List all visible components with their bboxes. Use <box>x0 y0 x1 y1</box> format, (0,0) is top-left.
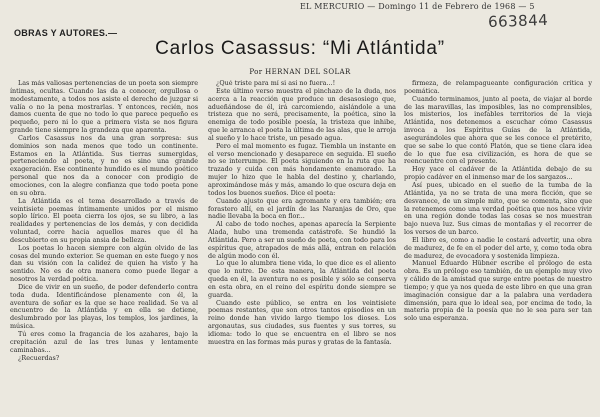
article-paragraph: Manuel Eduardo Hübner escribe el prólogo de esta obra. Es un prólogo eso también, de un ejemplo muy vivo y cálido de la amistad que surge entre poetas de nuestro tiempo; y que ya nos queda de este libro en que una gran imaginación consigue dar a la palabra una verdadera dimensión, para que lo ideal sea, por encima de todo, la materia propia de la poesía que no le sea para ser tan solo una esperanza. <box>404 259 592 323</box>
article-paragraph: La Atlántida es el tema desarrollado a través de veintisiete poemas íntimamente unidos por el mismo soplo lírico. El poeta cierra los ojos, se su libro, a las realidades y pertenencias de los demás, y con decidida voluntad, corre hacia aquellos mares que él ha descubierto en su propia ansia de belleza. <box>10 196 198 244</box>
article-paragraph: ¿Recuerdas? <box>18 353 60 362</box>
article-title: Carlos Casassus: “Mi Atlántida” <box>155 38 445 59</box>
article-paragraph: Este último verso muestra el pinchazo de la duda, nos acerca a la reacción que produce un desasosiego que, adueñándose de él, irá carcomiendo, aislándole a una tristeza que no será, precisamente, la poética, sino la enemiga de todo posible poesía, la tristeza que inhibe, que le arranca el poeta la última de las alas, que le arroja al sueño y lo hace triste, un pesado agua. <box>208 86 396 142</box>
article-paragraph: Cuando terminamos, junto al poeta, de viajar al borde de las maravillas, las imposibles, las no comprensibles, los misterios, los inefables territorios de la vieja Atlántida, nos detenemos a escuchar cómo Casassus invoca a los Espíritus Guías de la Atlántida, asegurándoles que ahora que se les conoce el pretérito, que se sabe lo que contó Platón, que se tiene clara idea de lo que fue esa civilización, es hora de que se reencuentre con el presente. <box>404 94 592 166</box>
article-paragraph: Tú eres como la fragancia de los azahares, bajo la crepitación azul de las tres lunas y lentamente caminabas... <box>10 330 198 354</box>
article-paragraph: Al cabo de todo noches, apenas aparecía la Serpiente Alada, hubo una tremenda catástrofe. Se hundió la Atlántida. Pero a ser un sueño de poeta, con todo para los espíritus que, atrapados de más allá, entran en relación de algún modo con él. <box>208 220 396 260</box>
article-paragraph: Hoy yace el cadáver de la Atlántida debajo de su propio cadáver en el inmenso mar de los sargazos... <box>404 165 592 182</box>
newspaper-masthead: EL MERCURIO — Domingo 11 de Febrero de 1968 — 5 <box>300 2 535 11</box>
article-paragraph: Cuando este público, se entra en los veintisiete poemas restantes, que son otros tantos episodios en un reino donde han vivido largo tiempo los dioses. Los argonautas, sus ciudades, sus fuentes y sus torres, su idioma: todo lo que se encuentra en el libro se nos muestra en las formas más puras y gratas de la fantasía. <box>208 298 396 346</box>
article-paragraph: Pero el mal momento es fugaz. Tiembla un instante en el verso mencionado y desaparece en seguida. El sueño no se interrumpe. El poeta siguiendo en la ruta que ha trazado y cuida con más hondamente enamorado. La mujer lo hizo que le habla del destino y, charlando, aproximándose más y más, amando lo que oscura deja en todos los buenos sueños. Dice el poeta: <box>208 141 396 197</box>
article-byline: Por HERNAN DEL SOLAR <box>249 68 351 76</box>
article-paragraph: ¿Qué triste para mí si así no fuera...! <box>216 80 336 87</box>
article-paragraph: Lo que lo alumbra tiene vida, lo que dice es el aliento que lo nutre. De esta manera, la Atlántida del poeta queda en él, la aventura no es posible y sólo se conserva en esta obra, en el reino del espíritu donde siempre se guarda. <box>208 259 396 299</box>
section-heading: OBRAS Y AUTORES.— <box>14 28 118 38</box>
article-paragraph: Dice de vivir en un sueño, de poder defenderlo contra toda duda. Identificándose plenamente con él, la aventura de soñar es la que se hace realidad. Se va al encuentro de la Atlántida y en ella se detiene, deslumbrado por las playas, los templos, los jardines, la música. <box>10 282 198 331</box>
article-column-2 <box>208 80 396 414</box>
article-paragraph: Carlos Casassus nos da una gran sorpresa: sus dominios son nada menos que todo un continente. Estamos en la Atlántida. Sus tierras sumergidas, perteneciendo al poeta, y no es sino una grande exageración. Ese continente hundido es el mundo poético personal que nos da a conocer con prodigio de emociones, con la alegre confianza que todo poeta pone en su obra. <box>10 133 198 197</box>
article-column-1 <box>10 80 198 414</box>
article-paragraph: Así pues, ubicado en el sueño de la tumba de la Atlántida, ya no se trata de una mera ficción, que se desvanece, de un simple mito, que se comenta, sino que la retenemos como una verdad poética que nos hace vivir en una región donde todas las cosas se nos muestran bajo nueva luz. Sus cimas de montañas y el recorrer de los versos de un barco. <box>404 180 592 237</box>
article-paragraph: Los poetas lo hacen siempre con algún olvido de las cosas del mundo exterior. Se queman en este fuego y nos dan su visión con la calidez de quien ha visto y ha sentido. No es de otra manera como puede llegar a nosotros la verdad poética. <box>10 243 198 284</box>
article-paragraph: El libro es, como a nadie le costará advertir, una obra de madurez, de fe en el poder del arte, y, como toda obra de madurez, de evocadora y sostenida limpieza. <box>404 235 592 260</box>
article-paragraph: firmeza, de relampagueante configuración crítica y poemática. <box>404 80 592 95</box>
article-paragraph: Las más valiosas pertenencias de un poeta son siempre íntimas, ocultas. Cuando las da a conocer, orgullosa o modestamente, a todos nos asiste el derecho de juzgar si valía o no la pena mostrarlas. Y entonces, recién, nos damos cuenta de que no todo lo que parece pequeño es pequeño, pero ni lo que a primera vista se nos figura grande tiene siempre la grandeza que aparenta. <box>10 80 198 135</box>
article-column-3 <box>404 80 592 414</box>
handwritten-catalog-number: 663844 <box>487 10 549 32</box>
article-paragraph: Cuando ajusto que era agromante y era también; era forastero allí, en el jardín de las Naranjas de Oro, que nadie llevaba la boca en flor... <box>208 196 396 221</box>
